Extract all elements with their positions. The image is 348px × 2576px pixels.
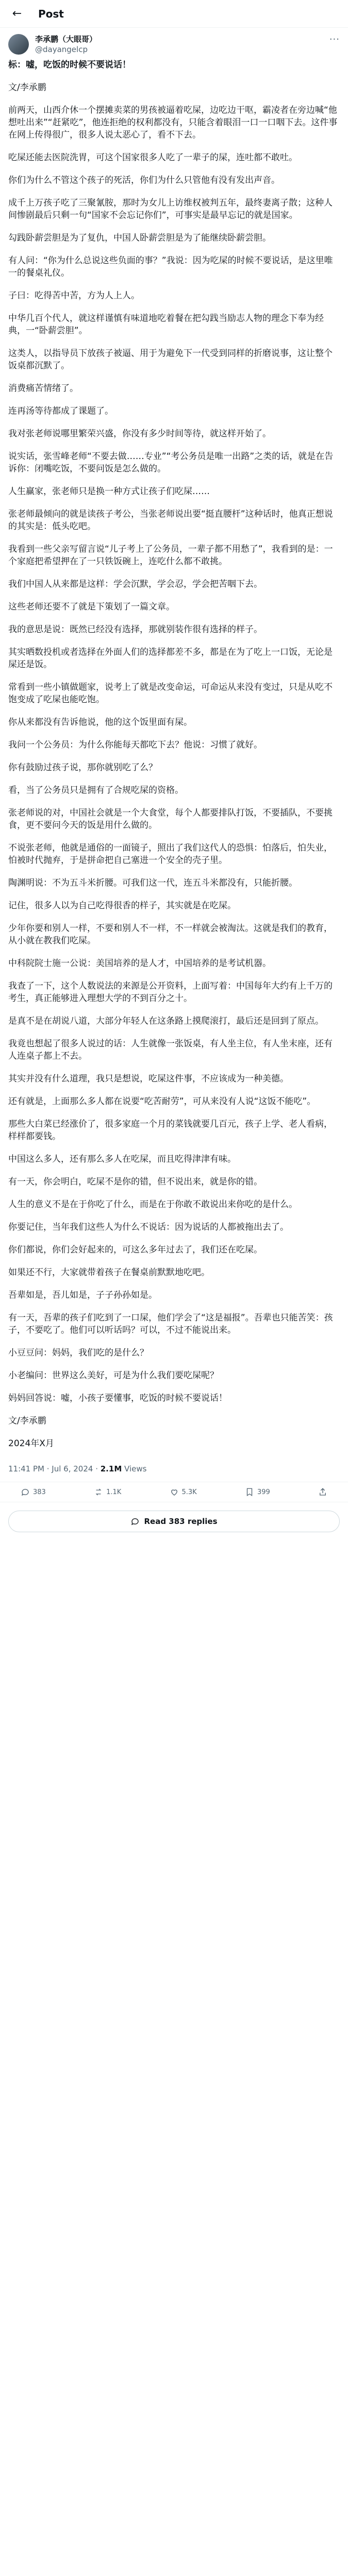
post-paragraph: 你从来都没有告诉他说，他的这个饭里面有屎。 — [8, 717, 192, 727]
post-paragraph: 你们都说，你们会好起来的，可这么多年过去了，我们还在吃屎。 — [8, 1245, 262, 1255]
post-paragraph: 有一天，你会明白，吃屎不是你的错，但不说出来，就是你的错。 — [8, 1177, 262, 1187]
like-count: 5.3K — [181, 1488, 197, 1496]
share-icon — [318, 1487, 327, 1497]
post-paragraph: 说实话，张雪峰老师“不要去做……专业”“考公务员是唯一出路”之类的话，就是在告诉你：闭嘴吃饭，不要问饭是怎么做的。 — [8, 451, 334, 474]
read-replies-label: Read 383 replies — [144, 1517, 218, 1526]
post-paragraph: 成千上万孩子吃了三聚氰胺，那时为女儿上访维权被判五年，最终妻离子散；这种人间惨剧最后只剩一句“国家不会忘记你们”，可事实是最早忘记的就是国家。 — [8, 198, 333, 221]
post-paragraph: 少年你要和别人一样，不要和别人不一样，不一样就会被淘汰。这就是我们的教育，从小就在教我们吃屎。 — [8, 923, 333, 946]
post-paragraph: 其实晒数投机或者选择在外面人们的选择都差不多，都是在为了吃上一口饭，无论是屎还是饭。 — [8, 647, 333, 670]
post-paragraph: 小豆豆问：妈妈，我们吃的是什么？ — [8, 1348, 148, 1358]
post-paragraph: 我竟也想起了很多人说过的话：人生就像一张饭桌，有人坐主位，有人坐末座，还有人连桌子都上不去。 — [8, 1039, 333, 1061]
post-paragraph: 还有就是，上面那么多人都在说要“吃苦耐劳”，可从来没有人说“这饭不能吃”。 — [8, 1096, 316, 1107]
post-paragraph: 常看到一些小镇做题家，说考上了就是改变命运，可命运从来没有变过，只是从吃不饱变成了吃屎也能吃饱。 — [8, 682, 333, 705]
post-paragraph: 这类人，以指导员下放孩子被逼、用于为避免下一代受到同样的折磨说事，这让整个饭桌都沉默了。 — [8, 348, 333, 371]
post-paragraph: 记住，很多人以为自己吃得很香的样子，其实就是在吃屎。 — [8, 901, 236, 911]
share-button[interactable] — [318, 1487, 327, 1497]
post-paragraph: 那些大白菜已经涨价了，很多家庭一个月的菜钱就要几百元，孩子上学、老人看病，样样都要钱。 — [8, 1119, 333, 1142]
post-paragraph: 如果还不行，大家就带着孩子在餐桌前默默地吃吧。 — [8, 1267, 210, 1278]
post-paragraph: 这些老师还要不了就是下策划了一篇文章。 — [8, 602, 175, 612]
post-paragraph: 我查了一下，这个人数说法的来源是公开资料，上面写着：中国每年大约有上千万的考生，真正能够进入理想大学的不到百分之十。 — [8, 981, 333, 1004]
post-paragraph: 吾辈如是，吾儿如是，子子孙孙如是。 — [8, 1290, 157, 1300]
post-paragraph: 其实并没有什么道理，我只是想说，吃屎这件事，不应该成为一种美德。 — [8, 1074, 289, 1084]
post-paragraph: 有人问：“你为什么总说这些负面的事？”我说：因为吃屎的时候不要说话，是这里唯一的餐桌礼仪。 — [8, 256, 333, 278]
post-paragraph: 连再汤等待都成了课题了。 — [8, 406, 113, 416]
author-display-name[interactable]: 李承鹏（大眼哥） — [35, 35, 97, 44]
post-headline: 标：嘘，吃饭的时候不要说话！ — [8, 60, 131, 70]
post-paragraph: 我们中国人从来都是这样：学会沉默，学会忍，学会把苦咽下去。 — [8, 579, 262, 589]
post-paragraph: 人生赢家，张老师只是换一种方式让孩子们吃屎…… — [8, 486, 210, 497]
author-handle[interactable]: @dayangelcp — [35, 45, 88, 54]
post-paragraph: 有一天，吾辈的孩子们吃到了一口屎，他们学会了“这是福报”。吾辈也只能苦笑：孩子，不要吃了。他们可以听话吗？可以，不过不能说出来。 — [8, 1313, 333, 1335]
post-paragraph: 张老师最倾向的就是读孩子考公，当张老师说出要“挺直腰杆”这种话时，他真正想说的其实是：低头吃吧。 — [8, 509, 333, 532]
avatar[interactable] — [8, 34, 29, 55]
views-count: 2.1M — [100, 1464, 122, 1473]
post-paragraph: 我看到一些父亲写留言说“儿子考上了公务员，一辈子都不用愁了”，我看到的是：一个家庭把希望押在了一只铁饭碗上，连吃什么都不敢挑。 — [8, 544, 333, 567]
heart-icon — [170, 1487, 179, 1497]
post-paragraph: 前两天，山西介休一个摆摊卖菜的男孩被逼着吃屎，边吃边干呕，霸凌者在旁边喊“他想吐出来”“赶紧吃”，他连拒绝的权利都没有，只能含着眼泪一口一口咽下去。这件事在网上传得很广，很多人说太恶心了，看不下去。 — [8, 105, 338, 140]
repost-button[interactable] — [94, 1487, 121, 1497]
repost-icon — [94, 1487, 103, 1497]
reply-count: 383 — [33, 1488, 46, 1496]
post-paragraph: 是真不是在胡说八道，大部分年轻人在这条路上摸爬滚打，最后还是回到了原点。 — [8, 1016, 324, 1026]
post-paragraph: 中国这么多人，还有那么多人在吃屎，而且吃得津津有味。 — [8, 1154, 236, 1164]
post-paragraph: 我问一个公务员：为什么你能每天都吃下去？他说：习惯了就好。 — [8, 740, 262, 750]
post-paragraph: 文/李承鹏 — [8, 82, 46, 93]
post-paragraph: 文/李承鹏 — [8, 1416, 46, 1426]
post-paragraph: 张老师说的对，中国社会就是一个大食堂，每个人都要排队打饭，不要插队，不要挑食，更不要问今天的饭是用什么做的。 — [8, 808, 333, 831]
like-button[interactable] — [170, 1487, 197, 1497]
post-paragraph: 你们为什么不管这个孩子的死活，你们为什么只管他有没有发出声音。 — [8, 175, 280, 185]
reply-button[interactable] — [21, 1487, 46, 1497]
post-paragraph: 吃屎还能去医院洗胃，可这个国家很多人吃了一辈子的屎，连吐都不敢吐。 — [8, 152, 297, 163]
post-paragraph: 中华几百个代人，就这样谨慎有味道地吃着餐在把勾践当励志人物的理念下奉为经典，一“卧薪尝胆”。 — [8, 313, 324, 336]
bookmark-count: 399 — [257, 1488, 270, 1496]
repost-count: 1.1K — [106, 1488, 122, 1496]
more-options-icon[interactable]: ··· — [329, 34, 340, 45]
post-paragraph: 不说张老师，他就是通俗的一面镜子，照出了我们这代人的恐惧：怕落后，怕失业，怕被时代抛弃，于是拼命把自己塞进一个安全的壳子里。 — [8, 843, 333, 866]
post-paragraph: 你有鼓励过孩子说，那你就别吃了么？ — [8, 762, 157, 773]
post-paragraph: 我对张老师说哪里繁荣兴盛，你没有多少时间等待，就这样开始了。 — [8, 429, 271, 439]
post-paragraph: 看，当了公务员只是拥有了合规吃屎的资格。 — [8, 785, 184, 795]
post-paragraph: 消费痛苦情绪了。 — [8, 383, 78, 394]
post-paragraph: 小老编问：世界这么美好，可是为什么我们要吃屎呢？ — [8, 1370, 219, 1381]
read-replies-button[interactable] — [8, 1511, 340, 1532]
post-paragraph: 我的意思是说：既然已经没有选择，那就别装作很有选择的样子。 — [8, 624, 262, 635]
action-bar — [0, 1482, 348, 1502]
bookmark-button[interactable] — [245, 1487, 270, 1497]
post-paragraph: 人生的意义不是在于你吃了什么，而是在于你敢不敢说出来你吃的是什么。 — [8, 1199, 297, 1210]
top-bar — [0, 0, 348, 28]
bookmark-icon — [245, 1487, 254, 1497]
page-title: Post — [38, 7, 64, 20]
post-paragraph: 妈妈回答说：嘘，小孩子要懂事，吃饭的时候不要说话！ — [8, 1393, 227, 1403]
views-label: Views — [124, 1464, 147, 1473]
post-paragraph: 陶渊明说：不为五斗米折腰。可我们这一代，连五斗米都没有，只能折腰。 — [8, 878, 297, 888]
reply-icon — [21, 1487, 30, 1497]
post-paragraph: 2024年X月 — [8, 1438, 54, 1449]
back-arrow-icon[interactable]: ← — [12, 7, 22, 20]
author-row — [0, 28, 348, 55]
post-body — [0, 55, 348, 1450]
post-meta: 11:41 PM · Jul 6, 2024 · 2.1M Views — [0, 1460, 348, 1482]
post-paragraph: 中科院院士施一公说：美国培养的是人才，中国培养的是考试机器。 — [8, 958, 271, 969]
post-paragraph: 子曰：吃得苦中苦，方为人上人。 — [8, 291, 140, 301]
post-paragraph: 你要记住，当年我们这些人为什么不说话：因为说话的人都被拖出去了。 — [8, 1222, 289, 1232]
comment-icon — [130, 1517, 140, 1526]
post-paragraph: 勾践卧薪尝胆是为了复仇，中国人卧薪尝胆是为了能继续卧薪尝胆。 — [8, 233, 271, 243]
post-timestamp[interactable]: 11:41 PM · Jul 6, 2024 — [8, 1464, 93, 1473]
